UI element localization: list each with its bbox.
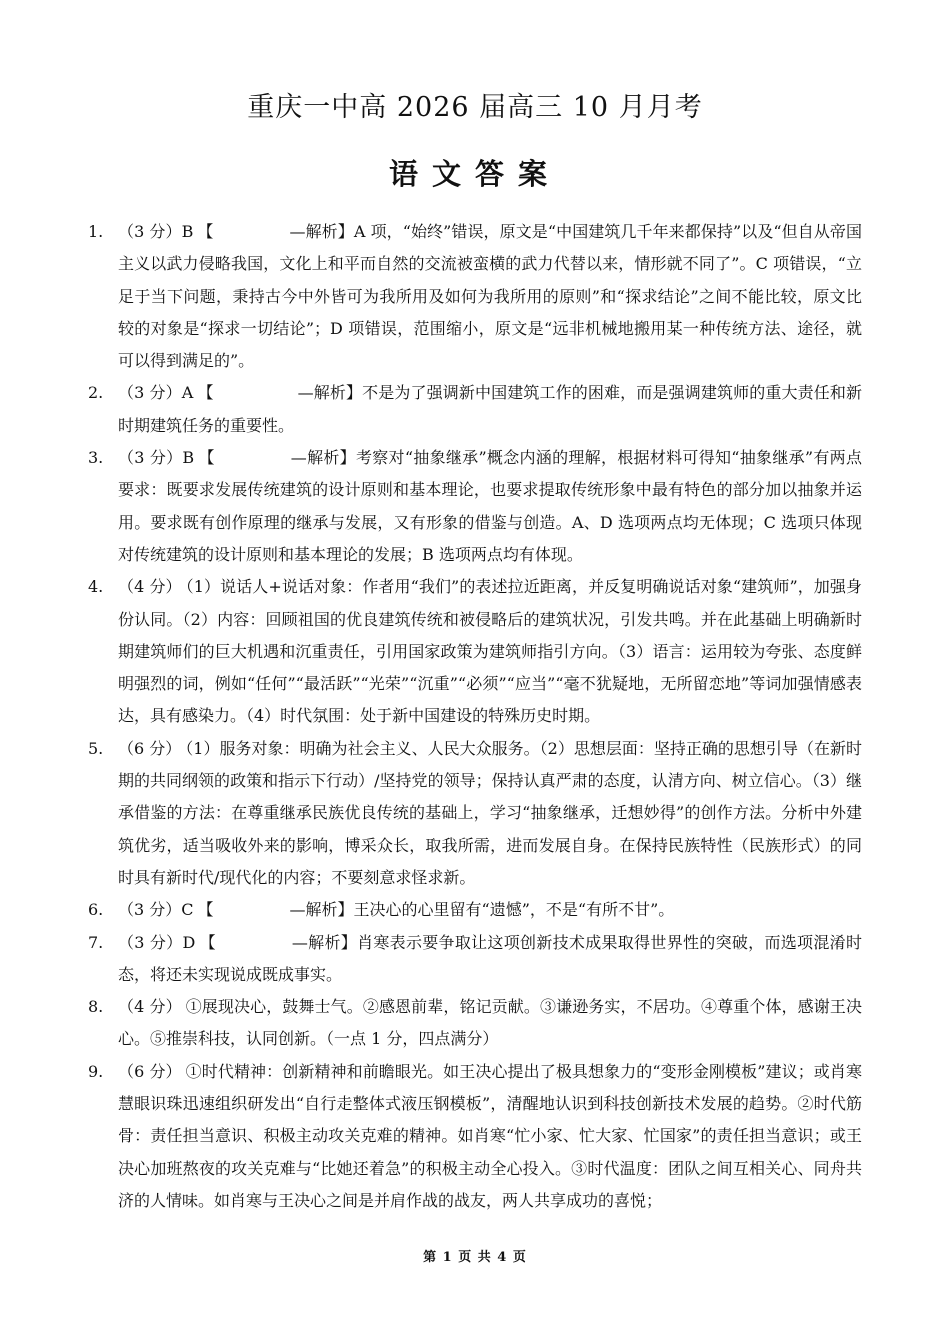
answer-score: （4 分） <box>118 997 182 1017</box>
page-title: 重庆一中高 2026 届高三 10 月月考 <box>247 92 703 123</box>
answer-item-8 <box>88 991 862 1056</box>
analysis-label: —解析】 <box>290 448 356 468</box>
answer-body: ①时代精神：创新精神和前瞻眼光。如王决心提出了极具想象力的“变形金刚模板”建议；或肖寒慧眼识珠迅速组织研发出“自行走整体式液压钢模板”，清醒地认识到科技创新技术发展的趋势。②时代筋骨：责任担当意识、积极主动攻关克难的精神。如肖寒“忙小家、忙大家、忙国家”的责任担当意识；或王决心加班熬夜的攻关克难与“比她还着急”的积极主动全心投入。③时代温度：团队之间互相关心、同舟共济的人情味。如肖寒与王决心之间是并肩作战的战友，两人共享成功的喜悦； <box>118 1061 862 1210</box>
analysis-bracket-open: 【 <box>198 448 215 468</box>
answer-score: （3 分）C <box>118 900 194 920</box>
answer-body: A 项，“始终”错误，原文是“中国建筑几千年来都保持”以及“但自从帝国主义以武力侵略我国，文化上和平而自然的交流被蛮横的武力代替以来，情形就不同了”。C 项错误，“立足于当下问题，秉持古今中外皆可为我所用及如何为我所用的原则”和“探求结论”之间不能比较，原文比较的对象是“探求一切结论”；D 项错误，范围缩小，原文是“远非机械地搬用某一种传统方法、途径，就可以得到满足的”。 <box>118 222 862 371</box>
answer-score: （3 分）A <box>118 383 194 403</box>
answer-score: （3 分）D <box>118 932 196 952</box>
answer-body: 肖寒表示要争取让这项创新技术成果取得世界性的突破，而选项混淆时态，将还未实现说成既成事实。 <box>118 932 862 984</box>
answer-item-3 <box>88 442 862 571</box>
answer-number: 5. <box>88 738 104 758</box>
answer-number: 4. <box>88 577 104 597</box>
answer-item-6 <box>88 894 862 926</box>
answer-score: （6 分） <box>118 1061 182 1081</box>
answer-number: 1. <box>88 222 104 241</box>
answer-body: 王决心的心里留有“遗憾”，不是“有所不甘”。 <box>353 900 675 920</box>
answer-item-9 <box>88 1056 862 1217</box>
analysis-label: —解析】 <box>289 900 354 920</box>
answer-body: （1）说话人+说话对象：作者用“我们”的表述拉近距离，并反复明确说话对象“建筑师”，加强身份认同。（2）内容：回顾祖国的优良建筑传统和被侵略后的建筑状况，引发共鸣。并在此基础上明确新时期建筑师们的巨大机遇和沉重责任，引用国家政策为建筑师指引方向。（3）语言：运用较为夸张、态度鲜明强烈的词，例如“任何”“最活跃”“光荣”“沉重”“必须”“应当”“毫不犹疑地，无所留恋地”等词加强情感表达，具有感染力。（4）时代氛围：处于新中国建设的特殊历史时期。 <box>118 577 862 726</box>
answer-score: （3 分）B <box>118 222 194 241</box>
answer-item-1 <box>88 216 862 377</box>
page-subtitle: 语文答案 <box>388 157 561 191</box>
page-footer: 第 1 页 共 4 页 <box>423 1250 527 1265</box>
answer-item-2 <box>88 377 862 442</box>
answer-item-7 <box>88 927 862 992</box>
answer-item-4 <box>88 571 862 732</box>
answer-number: 9. <box>88 1061 104 1081</box>
answer-number: 7. <box>88 932 104 952</box>
analysis-bracket-open: 【 <box>197 222 214 241</box>
answer-number: 3. <box>88 448 104 468</box>
answer-score: （4 分） <box>118 577 182 597</box>
analysis-bracket-open: 【 <box>197 900 214 920</box>
answer-body: 不是为了强调新中国建筑工作的困难，而是强调建筑师的重大责任和新时期建筑任务的重要性。 <box>118 383 862 435</box>
answer-score: （3 分）B <box>118 448 195 468</box>
analysis-bracket-open: 【 <box>197 383 214 403</box>
answer-number: 6. <box>88 900 104 920</box>
answer-item-5 <box>88 733 862 894</box>
analysis-label: —解析】 <box>289 222 354 241</box>
analysis-bracket-open: 【 <box>199 932 216 952</box>
answer-score: （6 分） <box>118 738 182 758</box>
answer-body: ①展现决心，鼓舞士气。②感恩前辈，铭记贡献。③谦逊务实，不居功。④尊重个体，感谢王决心。⑤推崇科技，认同创新。（一点 1 分，四点满分） <box>118 997 862 1049</box>
answer-list <box>88 216 862 1217</box>
answer-body: 考察对“抽象继承”概念内涵的理解，根据材料可得知“抽象继承”有两点要求：既要求发展传统建筑的设计原则和基本理论，也要求提取传统形象中最有特色的部分加以抽象并运用。要求既有创作原理的继承与发展，又有形象的借鉴与创造。A、D 选项两点均无体现；C 选项只体现对传统建筑的设计原则和基本理论的发展；B 选项两点均有体现。 <box>118 448 862 564</box>
answer-number: 8. <box>88 997 104 1017</box>
answer-body: （1）服务对象：明确为社会主义、人民大众服务。（2）思想层面：坚持正确的思想引导（在新时期的共同纲领的政策和指示下行动）/坚持党的领导；保持认真严肃的态度，认清方向、树立信心。（3）继承借鉴的方法：在尊重继承民族优良传统的基础上，学习“抽象继承，迁想妙得”的创作方法。分析中外建筑优劣，适当吸收外来的影响，博采众长，取我所需，进而发展自身。在保持民族特性（民族形式）的同时具有新时代/现代化的内容；不要刻意求怪求新。 <box>118 738 862 887</box>
analysis-label: —解析】 <box>297 383 363 403</box>
answer-number: 2. <box>88 383 104 403</box>
analysis-label: —解析】 <box>291 932 358 952</box>
